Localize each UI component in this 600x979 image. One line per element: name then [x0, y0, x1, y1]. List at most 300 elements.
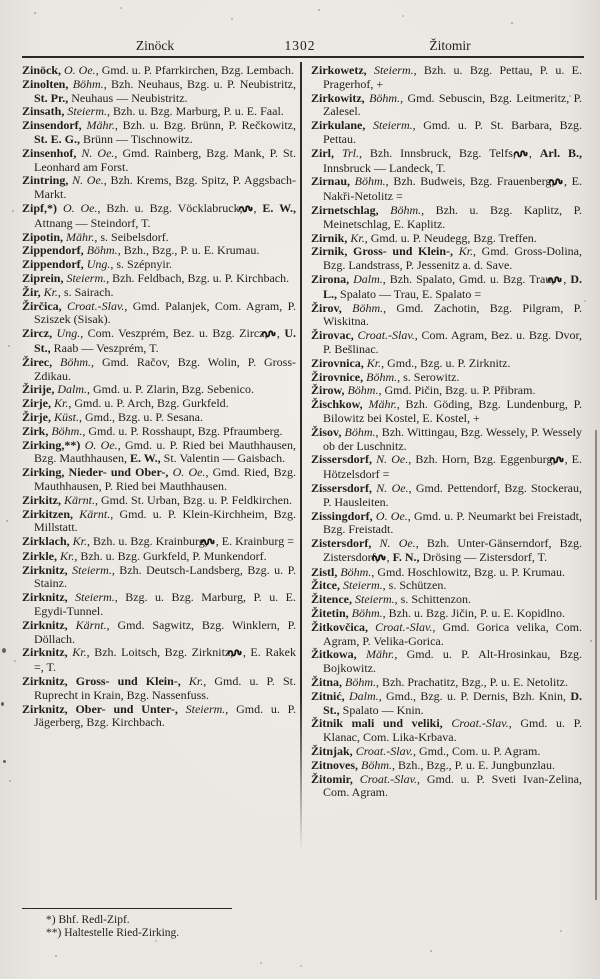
entry-territory: Kr.: [60, 548, 75, 563]
entry-territory: N. Oe.: [376, 480, 409, 495]
entry-headword: Zinsath,: [22, 104, 65, 119]
entry: [22, 703, 296, 731]
scan-artifact: [3, 760, 6, 763]
entry: [311, 371, 582, 385]
header-first-entry: Zinöck: [135, 38, 175, 53]
entry-text: , E. Rakek =, T.: [34, 645, 296, 675]
entry: [22, 439, 296, 467]
footnotes: [22, 908, 296, 940]
entry-headword: Žirec,: [22, 354, 53, 369]
entry: [311, 717, 582, 745]
entry-territory: Steierm.: [373, 63, 414, 77]
entry-text: , Bzh. Unter-Gänserndorf, Bzg. Zistersdorf,: [323, 536, 583, 564]
entry-text: , Gmd. u. P. Neumarkt bei Freistadt, Bzg. Freistadt.: [323, 508, 583, 537]
entry-headword: Zistersdorf,: [311, 536, 372, 551]
entry-territory: Mähr.: [66, 229, 95, 244]
entry-text: , Gmd. Pičin, Bzg. u. P. Přibram.: [378, 383, 536, 398]
entry-territory: Ung.: [56, 326, 81, 341]
posthorn-icon: [560, 176, 563, 190]
entry-headword: Žitnjak,: [311, 744, 353, 759]
entry: [22, 231, 296, 245]
entry-text: , Bzh. Wittingau, Bzg. Wessely, P. Wessely ob der Luschnitz.: [323, 424, 583, 453]
entry-territory: Steierm.: [185, 701, 226, 716]
entry-text: , Gmd. Zachotin, Bzg. Pilgram, P. Wiskitna.: [323, 300, 582, 329]
entry-territory: O. Oe.: [172, 465, 206, 480]
entry-text: ,: [276, 326, 285, 341]
entry-text: , Bzh. Neuhaus, Bzg. u. P. Neubistritz,: [103, 76, 297, 91]
entry-territory: Böhm.: [60, 354, 92, 369]
entry-territory: Böhm.: [86, 243, 118, 258]
entry-territory: O. Oe.: [62, 200, 98, 215]
entries-left: [22, 64, 296, 730]
entry-territory: Mähr.: [86, 118, 115, 133]
entry: [22, 397, 296, 411]
entry-text: , Bzh. Prachatitz, Bzg., P. u. E. Netolitz.: [376, 675, 568, 690]
entry-territory: Kr.: [350, 230, 365, 245]
entry: [22, 119, 296, 147]
entry-text: , Gmd., Bzg. u. P. Sesana.: [79, 409, 204, 424]
entry: [311, 384, 582, 398]
entry-text: , Gmd. u. P. Zlarin, Bzg. Sebenico.: [87, 382, 254, 397]
posthorn-icon: [273, 328, 276, 342]
entry: [22, 564, 296, 592]
entry-headword: Zippendorf,: [22, 257, 84, 272]
entry-text: , s. Sairach.: [57, 284, 114, 299]
entry: [22, 466, 296, 494]
entry: [311, 676, 582, 690]
entry: [311, 273, 582, 302]
entry-text: , Bzh. Innsbruck, Bzg. Telfs,: [358, 145, 524, 160]
entry-territory: Ung.: [86, 257, 111, 272]
entry-headword: Zirl,: [311, 145, 334, 160]
entry: [311, 204, 582, 232]
column-divider: [300, 62, 302, 852]
entry-text: [334, 146, 342, 160]
entry-headword: St. E. G.,: [34, 131, 81, 146]
entry: [22, 550, 296, 564]
entry-text: , Bzg. u. Bzg. Marburg, P. u. E. Egydi-Tunnel.: [34, 590, 297, 619]
entry-territory: Kärnt.: [75, 617, 107, 632]
entry-text: , Gmd. St. Urban, Bzg. u. P. Feldkirchen.: [95, 492, 293, 507]
entry-text: , Bzh. Göding, Bzg. Lundenburg, P. Bilowitz bei Kostel, E. Kostel, +: [323, 397, 582, 425]
posthorn-icon: [250, 203, 253, 217]
scan-artifact: [1, 702, 4, 706]
entry-territory: Dalm.: [349, 688, 379, 703]
entry-headword: Zirknitz,: [22, 617, 68, 632]
entry-text: , Gmd. u. P. Arch, Bzg. Gurkfeld.: [68, 396, 229, 411]
entry-headword: Zirknitz,: [22, 645, 68, 660]
entry: [22, 174, 296, 202]
entry-headword: Žirije,: [22, 382, 55, 397]
entry: [22, 272, 296, 286]
entry-text: [367, 63, 374, 77]
entry-territory: Steierm.: [72, 562, 112, 577]
entry-headword: Zirklach,: [22, 534, 70, 549]
entry-territory: Böhm.: [345, 675, 377, 690]
entry-headword: E. W.,: [262, 200, 297, 215]
entry-text: , s. Szépnyir.: [110, 257, 173, 272]
entry-text: , s. Serowitz.: [397, 369, 460, 384]
entry: [311, 537, 582, 566]
entry-text: Neuhaus — Neubistritz.: [68, 90, 188, 105]
entry-headword: Zissingdorf,: [311, 508, 373, 523]
entry-text: [353, 772, 360, 786]
entry-territory: Steierm.: [67, 104, 108, 119]
entry-text: , Bzh. u. Bzg. Gurkfeld, P. Munkendorf.: [74, 548, 267, 563]
entry-headword: Zirking, Nieder- und Ober-,: [22, 465, 169, 480]
entry: [22, 411, 296, 425]
entry: [311, 426, 582, 454]
entry-text: Innsbruck — Landeck, T.: [323, 160, 446, 175]
entry: [22, 675, 296, 703]
entry-territory: Steierm.: [355, 592, 395, 607]
entry-territory: Croat.-Slav.: [355, 744, 414, 759]
entry-text: Drösing — Zistersdorf, T.: [419, 549, 548, 564]
entry-text: , Bzh. Krems, Bzg. Spitz, P. Aggsbach-Markt.: [34, 173, 296, 202]
posthorn-icon: [239, 647, 242, 661]
entry-headword: Žischkow,: [311, 397, 363, 412]
entry-headword: St. Pr.,: [34, 90, 69, 105]
entry: [311, 357, 582, 371]
entry: [311, 607, 582, 621]
entry-text: , Bzh. u. Bzg. Krainburg,: [87, 534, 211, 549]
entry-text: , E. Nakři-Netolitz =: [323, 174, 582, 204]
entry-headword: Zirnik, Gross- und Klein-,: [311, 244, 454, 259]
posthorn-icon: [212, 536, 215, 550]
entry-territory: Böhm.: [351, 606, 383, 621]
footnote-rule: [22, 908, 232, 909]
entry-territory: Kr.: [458, 244, 474, 259]
entry-text: , Gmd. u. P. St. Barbara, Bzg. Pettau.: [323, 118, 583, 146]
entry-territory: Mähr.: [368, 397, 397, 412]
entry-text: , E. Hötzelsdorf =: [323, 452, 583, 482]
entry-territory: Steierm.: [372, 118, 413, 133]
entry-headword: Zirkulane,: [311, 118, 366, 133]
entry-territory: Steierm.: [66, 270, 107, 285]
entry-text: Attnang — Steindorf, T.: [34, 215, 151, 230]
entry-headword: Zissersdorf,: [311, 452, 372, 467]
entry-text: St. Valentin — Gaisbach.: [160, 451, 286, 466]
entry-text: , Gmd. Pettendorf, Bzg. Stockerau, P. Hausleiten.: [323, 480, 582, 509]
entry: [311, 745, 582, 759]
entry-text: Spalato — Trau, E. Spalato =: [337, 286, 482, 301]
entry-headword: Žirow,: [311, 383, 345, 398]
entry: [22, 147, 296, 175]
entry-text: [379, 203, 391, 217]
entry: [311, 232, 582, 246]
entry: [311, 92, 582, 120]
entry-text: , Bzh., Bzg., P. u. E. Jungbunzlau.: [392, 757, 556, 772]
entry-territory: Croat.-Slav.: [451, 716, 509, 731]
entry-headword: Zippendorf,: [22, 243, 84, 258]
entry-territory: Dalm.: [353, 271, 383, 286]
entry-headword: Žisov,: [311, 424, 342, 439]
entry-text: , Gmd. Palanjek, Com. Agram, P. Sziszek (Sisak).: [34, 298, 296, 327]
entry-headword: Zirkitz,: [22, 492, 61, 507]
entry-headword: Zirking,**): [22, 437, 81, 452]
entry-headword: Zirkowitz,: [311, 90, 365, 105]
entry: [311, 579, 582, 593]
entry-text: , Gmd. u. P. Jägerberg, Bzg. Kirchbach.: [34, 701, 297, 730]
entry-text: Spalato — Knin.: [339, 702, 424, 717]
entry-territory: Trl.: [341, 145, 359, 160]
header-rule: [22, 56, 584, 58]
entry-headword: Žirje,: [22, 409, 51, 424]
entry-headword: Zinsenhof,: [22, 145, 77, 160]
entry-text: , s. Schützen.: [382, 578, 447, 593]
entry-text: [365, 118, 373, 132]
entry-territory: Croat.-Slav.: [357, 328, 415, 343]
entry-text: [52, 355, 60, 369]
entry-text: Brünn — Tischnowitz.: [80, 131, 193, 146]
entry: [311, 119, 582, 147]
entry-headword: Žitence,: [311, 592, 352, 607]
entry-headword: D. St.,: [323, 688, 583, 717]
entry-headword: Zirkowetz,: [311, 63, 367, 77]
entry-territory: Steierm.: [343, 578, 383, 593]
entry-text: , Bzh. Horn, Bzg. Eggenburg,: [408, 452, 560, 467]
entry-territory: Mähr.: [365, 647, 395, 662]
entry-text: , Gmd. Gross-Dolina, Bzg. Landstrass, P. Jessenitz a. d. Save.: [323, 244, 582, 273]
entry-headword: Zirnik,: [311, 230, 348, 245]
entry-territory: N. Oe.: [376, 452, 409, 467]
entry-headword: Žitkovčica,: [311, 619, 368, 634]
entry-territory: Dalm.: [57, 382, 87, 397]
entry: [311, 64, 582, 92]
entry-territory: Böhm.: [369, 90, 401, 105]
entry-headword: Zirje,: [22, 396, 51, 411]
entry-text: ,: [563, 271, 571, 286]
entry-text: , Bzh. u. Bzg. Kaplitz, P. Meinetschlag, E. Kaplitz.: [323, 202, 582, 231]
column-left: [22, 64, 296, 730]
entry-headword: Žirovnice,: [311, 369, 364, 384]
entry: [311, 593, 582, 607]
entry-text: , Gmd. Sagwitz, Bzg. Winklern, P. Döllach.: [34, 617, 297, 646]
entry-text: , Gmd. u. P. Klein-Kirchheim, Bzg. Millstatt.: [34, 506, 297, 535]
entry-territory: Croat.-Slav.: [359, 771, 418, 786]
entry-text: , Gmd. Sebuscin, Bzg. Leitmeritz, P. Zalesel.: [323, 90, 582, 119]
entry-territory: Böhm.: [72, 76, 104, 91]
entry-territory: Kärnt.: [64, 492, 96, 507]
entry: [22, 425, 296, 439]
entry-text: , Gmd., Com. u. P. Agram.: [413, 744, 541, 759]
entry: [311, 398, 582, 426]
entry-text: , Bzh. Loitsch, Bzg. Zirknitz,: [86, 645, 238, 660]
entry-headword: Zintring,: [22, 173, 69, 188]
entry-text: [178, 702, 186, 716]
entry: [22, 383, 296, 397]
entry-headword: Zirkle,: [22, 548, 57, 563]
entry: [22, 591, 296, 619]
entries-right: [311, 64, 582, 800]
entry: [22, 78, 296, 106]
entry-territory: O. Oe.: [84, 437, 118, 452]
entry-text: , Gmd. u. P. Sveti Ivan-Zelina, Com. Agram.: [323, 771, 583, 800]
entry-text: , s. Seibelsdorf.: [94, 229, 169, 244]
entry-text: , Bzh. u. Bzg. Pettau, P. u. E. Pragerhof, +: [323, 63, 583, 91]
entry-headword: Zinsendorf,: [22, 118, 82, 133]
entry: [311, 690, 582, 718]
entry-text: , Gmd. u. P. Klanac, Com. Lika-Krbava.: [323, 716, 583, 745]
entry-text: , Gmd., Bzg. u. P. Zirknitz.: [381, 355, 511, 370]
entry-text: , Gmd. Rainberg, Bzg. Mank, P. St. Leonhard am Forst.: [34, 145, 297, 174]
entry-headword: Ziprein,: [22, 270, 64, 285]
entry-headword: Žitnik mali und veliki,: [311, 716, 443, 731]
entry-territory: Küst.: [54, 409, 80, 424]
entry-headword: Žitce,: [311, 578, 340, 593]
entry-territory: Böhm.: [361, 757, 393, 772]
entry: [22, 494, 296, 508]
scan-noise: [0, 0, 2, 2]
entry-territory: Kärnt.: [79, 506, 111, 521]
entry: [311, 175, 582, 204]
entry-headword: Žitkowa,: [311, 647, 357, 662]
entry: [22, 202, 296, 231]
entry-text: ,: [253, 200, 263, 215]
entry-territory: N. Oe.: [81, 145, 115, 160]
entry: [311, 482, 582, 510]
entry-territory: Croat.-Slav.: [67, 298, 125, 313]
entry-text: , Gmd. u. P. St. Ruprecht in Krain, Bzg. Nassenfuss.: [34, 674, 296, 702]
entry: [311, 648, 582, 676]
entry-text: , Gmd. u. P. Neudegg, Bzg. Treffen.: [364, 230, 537, 245]
entry-territory: N. Oe.: [72, 173, 104, 188]
entry-territory: Kr.: [72, 534, 88, 549]
entry-text: , Gmd. u. P. Rosshaupt, Bzg. Pfraumberg.: [82, 423, 283, 438]
entry-text: , Bzh. Spalato, Gmd. u. Bzg. Trau,: [382, 271, 559, 286]
posthorn-icon: [383, 552, 386, 566]
entry-territory: Böhm.: [51, 423, 83, 438]
entry: [22, 300, 296, 328]
entry-text: , Bzh. u. Bzg. Jičin, P. u. E. Kopidlno.: [382, 606, 566, 621]
entry-headword: Zinöck,: [22, 63, 62, 77]
entry-headword: E. W.,: [129, 451, 161, 466]
entry: [22, 327, 296, 356]
entry-text: [68, 618, 76, 632]
entry: [22, 356, 296, 384]
entry-text: , Gmd. u. P. Alt-Hrosinkau, Bzg. Bojkowitz.: [323, 647, 583, 676]
entry-text: , s. Schittenzon.: [394, 592, 471, 607]
entry-headword: Zitnić,: [311, 688, 345, 703]
posthorn-icon: [559, 274, 562, 288]
entry-headword: Arl. B.,: [539, 145, 583, 160]
column-right: [311, 64, 582, 800]
entry-territory: N. Oe.: [379, 536, 416, 551]
entry-text: , Bzh. u. Bzg. Marburg, P. u. E. Faal.: [107, 104, 284, 119]
entry-text: , Gmd. u. P. Pfarrkirchen, Bzg. Lembach.: [95, 63, 294, 77]
entry: [311, 566, 582, 580]
entry: [311, 453, 582, 482]
entry-territory: Böhm.: [347, 383, 379, 398]
entry-text: , E. Krainburg =: [215, 534, 294, 549]
entry: [22, 244, 296, 258]
entry-headword: Zirknitz,: [22, 590, 68, 605]
entry-text: , Bzh. u. Bzg. Vöcklabruck,: [97, 200, 249, 215]
entry-headword: Zitnoves,: [311, 757, 359, 772]
entry-text: , Gmd. u. P. Ried bei Mauthhausen, Bzg. Mauthhausen,: [34, 437, 296, 466]
entry-headword: Žir,: [22, 284, 41, 299]
entry-headword: Zirovnica,: [311, 355, 364, 370]
entry-headword: Zirkitzen,: [22, 506, 73, 521]
entry-territory: O. Oe.: [375, 508, 408, 523]
entry-territory: Kr.: [43, 284, 58, 299]
entry-headword: D. L.,: [323, 271, 582, 301]
entry-territory: Böhm.: [344, 424, 376, 439]
scan-artifact: [2, 648, 6, 653]
footnote-item: **) Haltestelle Ried-Zirking.: [46, 927, 180, 939]
entry-text: [181, 674, 189, 688]
entry-text: , Gmd. Hoschlowitz, Bzg. u. P. Krumau.: [371, 564, 565, 579]
entry: [22, 105, 296, 119]
entry: [311, 147, 582, 176]
entry: [311, 329, 582, 357]
entry-text: , Gmd. Gorica velika, Com. Agram, P. Velika-Gorica.: [323, 619, 583, 648]
entry-territory: Böhm.: [352, 300, 384, 315]
entry-headword: Žirov,: [311, 300, 342, 315]
entry-headword: U. St.,: [34, 326, 297, 355]
entry-text: , Com. Veszprém, Bez. u. Bzg. Zircz,: [80, 326, 272, 341]
entry: [22, 258, 296, 272]
entry-headword: Zirk,: [22, 423, 49, 438]
entry-headword: Zirknitz,: [22, 562, 68, 577]
posthorn-icon: [525, 148, 528, 162]
entry-headword: Zirknitz, Gross- und Klein-,: [22, 674, 181, 689]
entry-headword: Zircz,: [22, 326, 53, 341]
entry-text: [342, 301, 352, 315]
page-edge-line: [595, 430, 597, 900]
entry-territory: O. Oe.: [64, 63, 96, 77]
entry: [22, 646, 296, 675]
entry-territory: Böhm.: [366, 369, 398, 384]
entry-headword: Zirnau,: [311, 174, 351, 189]
entry-text: , Bzh. Feldbach, Bzg. u. P. Kirchbach.: [106, 270, 290, 285]
entry: [311, 245, 582, 273]
entry-territory: Kr.: [366, 355, 382, 370]
entry: [22, 64, 296, 78]
entry-headword: Zissersdorf,: [311, 480, 372, 495]
footnote-list: [22, 914, 296, 940]
entry-text: , Com. Agram, Bez. u. Bzg. Dvor, P. Bešlinac.: [323, 328, 583, 356]
entry-territory: Böhm.: [390, 202, 422, 217]
entry: [22, 508, 296, 536]
entry-text: , Gmd., Bzg. u. P. Dernis, Bzh. Knin,: [378, 688, 571, 703]
entry-headword: Žitna,: [311, 675, 343, 690]
entry-headword: F. N.,: [392, 549, 420, 564]
entry-headword: Žirčica,: [22, 298, 62, 313]
entry-headword: Zirona,: [311, 271, 350, 286]
entry-text: , Gmd. Račov, Bzg. Wolin, P. Gross-Zdikau.: [34, 354, 296, 383]
entry-territory: Steierm.: [75, 590, 115, 605]
page-number: 1302: [284, 38, 316, 53]
entry-text: , Bzh. Budweis, Bzg. Frauenberg,: [385, 174, 560, 189]
entry-headword: Žitomir,: [311, 771, 353, 786]
entry-text: [68, 590, 75, 604]
entry: [22, 619, 296, 647]
entry-headword: Zirknitz, Ober- und Unter-,: [22, 701, 178, 716]
entry-headword: Zipotin,: [22, 229, 64, 244]
entry: [22, 535, 296, 550]
entry-text: , Gmd. Ried, Bzg. Mauthhausen, P. Ried bei Mauthhausen.: [34, 465, 297, 493]
header-last-entry: Žitomir: [429, 38, 471, 53]
entry-text: ,: [386, 549, 393, 564]
entry: [311, 773, 582, 801]
entry-text: , Bzh., Bzg., P. u. E. Krumau.: [117, 243, 260, 258]
entry-headword: Žirovac,: [311, 328, 354, 343]
entry-territory: Kr.: [188, 674, 204, 689]
entry-territory: Croat.-Slav.: [375, 619, 433, 634]
entry-text: [357, 647, 366, 661]
entry-territory: Kr.: [54, 396, 69, 411]
